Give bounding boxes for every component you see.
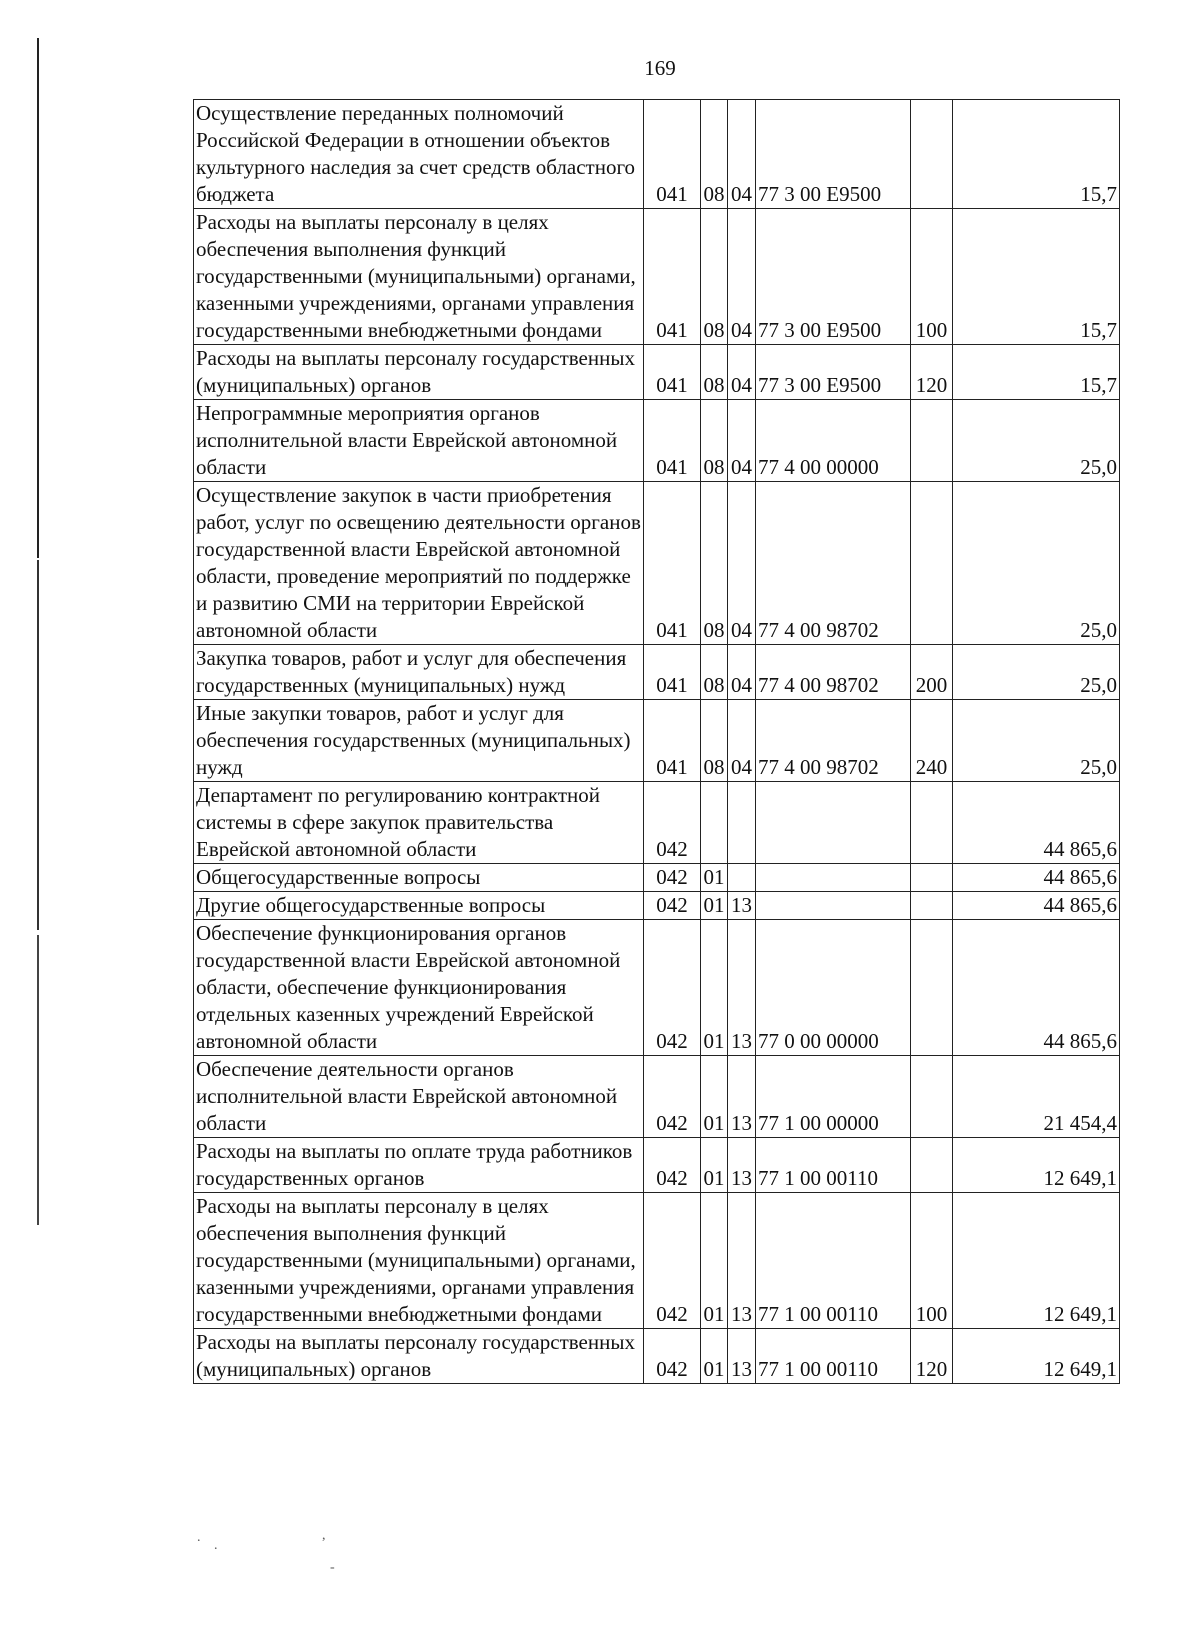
row-name: Обеспечение функционирования органов государственной власти Еврейской автономной области, обеспечение функционирования отдельных казенных учреждений Еврейской автономной области [194, 920, 644, 1056]
target-article-code: 77 1 00 00110 [756, 1193, 911, 1329]
subsection-code: 04 [728, 209, 756, 345]
amount: 12 649,1 [953, 1193, 1120, 1329]
ministry-code: 042 [644, 892, 701, 920]
target-article-code: 77 3 00 Е9500 [756, 100, 911, 209]
table-row [194, 1138, 1120, 1193]
scan-speck: , [322, 1528, 326, 1543]
ministry-code: 042 [644, 1138, 701, 1193]
subsection-code [728, 782, 756, 864]
amount: 44 865,6 [953, 892, 1120, 920]
table-row [194, 782, 1120, 864]
scan-speck: - [330, 1560, 335, 1575]
ministry-code: 042 [644, 1329, 701, 1384]
subsection-code: 13 [728, 892, 756, 920]
expense-type-code [911, 482, 953, 645]
section-code: 01 [701, 1193, 728, 1329]
budget-table-body [194, 100, 1120, 1384]
subsection-code: 13 [728, 1056, 756, 1138]
row-name: Департамент по регулированию контрактной системы в сфере закупок правительства Еврейской автономной области [194, 782, 644, 864]
subsection-code: 13 [728, 1138, 756, 1193]
expense-type-code [911, 892, 953, 920]
subsection-code: 13 [728, 920, 756, 1056]
row-name: Осуществление переданных полномочий Российской Федерации в отношении объектов культурного наследия за счет средств областного бюджета [194, 100, 644, 209]
ministry-code: 041 [644, 100, 701, 209]
budget-table [193, 99, 1120, 1384]
scan-speck: . [197, 1530, 201, 1545]
target-article-code: 77 1 00 00000 [756, 1056, 911, 1138]
table-row [194, 1056, 1120, 1138]
row-name: Закупка товаров, работ и услуг для обеспечения государственных (муниципальных) нужд [194, 645, 644, 700]
subsection-code: 04 [728, 645, 756, 700]
table-row [194, 920, 1120, 1056]
scan-margin-line [37, 38, 39, 558]
ministry-code: 042 [644, 782, 701, 864]
section-code: 08 [701, 209, 728, 345]
row-name: Расходы на выплаты персоналу государственных (муниципальных) органов [194, 1329, 644, 1384]
target-article-code: 77 1 00 00110 [756, 1329, 911, 1384]
target-article-code: 77 4 00 98702 [756, 482, 911, 645]
expense-type-code [911, 782, 953, 864]
amount: 44 865,6 [953, 782, 1120, 864]
ministry-code: 041 [644, 645, 701, 700]
ministry-code: 041 [644, 345, 701, 400]
scan-speck: . [214, 1538, 218, 1553]
table-row [194, 892, 1120, 920]
table-row [194, 1193, 1120, 1329]
section-code: 08 [701, 100, 728, 209]
row-name: Обеспечение деятельности органов исполнительной власти Еврейской автономной области [194, 1056, 644, 1138]
row-name: Расходы на выплаты по оплате труда работников государственных органов [194, 1138, 644, 1193]
row-name: Общегосударственные вопросы [194, 864, 644, 892]
table-row [194, 1329, 1120, 1384]
section-code: 08 [701, 400, 728, 482]
section-code: 01 [701, 1138, 728, 1193]
subsection-code: 04 [728, 400, 756, 482]
target-article-code: 77 0 00 00000 [756, 920, 911, 1056]
subsection-code: 13 [728, 1193, 756, 1329]
subsection-code: 04 [728, 345, 756, 400]
table-row [194, 100, 1120, 209]
row-name: Расходы на выплаты персоналу государственных (муниципальных) органов [194, 345, 644, 400]
ministry-code: 042 [644, 864, 701, 892]
section-code: 01 [701, 920, 728, 1056]
table-row [194, 400, 1120, 482]
section-code: 01 [701, 1329, 728, 1384]
section-code: 08 [701, 482, 728, 645]
expense-type-code: 100 [911, 209, 953, 345]
expense-type-code [911, 1056, 953, 1138]
amount: 12 649,1 [953, 1329, 1120, 1384]
ministry-code: 041 [644, 209, 701, 345]
target-article-code [756, 864, 911, 892]
ministry-code: 042 [644, 920, 701, 1056]
ministry-code: 042 [644, 1193, 701, 1329]
expense-type-code [911, 864, 953, 892]
table-row [194, 345, 1120, 400]
section-code: 08 [701, 645, 728, 700]
expense-type-code: 120 [911, 1329, 953, 1384]
section-code: 01 [701, 1056, 728, 1138]
amount: 21 454,4 [953, 1056, 1120, 1138]
target-article-code: 77 3 00 Е9500 [756, 209, 911, 345]
target-article-code: 77 3 00 Е9500 [756, 345, 911, 400]
section-code: 08 [701, 700, 728, 782]
target-article-code: 77 4 00 98702 [756, 645, 911, 700]
page-number: 169 [644, 56, 676, 80]
expense-type-code [911, 920, 953, 1056]
table-row [194, 645, 1120, 700]
amount: 12 649,1 [953, 1138, 1120, 1193]
ministry-code: 041 [644, 400, 701, 482]
amount: 25,0 [953, 482, 1120, 645]
row-name: Осуществление закупок в части приобретения работ, услуг по освещению деятельности органов государственной власти Еврейской автономной области, проведение мероприятий по поддержке и развитию СМИ на территории Еврейской автономной области [194, 482, 644, 645]
subsection-code: 04 [728, 700, 756, 782]
expense-type-code: 240 [911, 700, 953, 782]
ministry-code: 041 [644, 482, 701, 645]
amount: 15,7 [953, 100, 1120, 209]
ministry-code: 041 [644, 700, 701, 782]
subsection-code: 04 [728, 482, 756, 645]
target-article-code [756, 782, 911, 864]
amount: 44 865,6 [953, 864, 1120, 892]
amount: 15,7 [953, 345, 1120, 400]
amount: 15,7 [953, 209, 1120, 345]
scan-margin-line [37, 560, 39, 930]
expense-type-code [911, 1138, 953, 1193]
row-name: Расходы на выплаты персоналу в целях обеспечения выполнения функций государственными (муниципальными) органами, казенными учреждениями, органами управления государственными внебюджетными фондами [194, 1193, 644, 1329]
table-row [194, 482, 1120, 645]
target-article-code [756, 892, 911, 920]
section-code: 01 [701, 892, 728, 920]
target-article-code: 77 4 00 98702 [756, 700, 911, 782]
row-name: Непрограммные мероприятия органов исполнительной власти Еврейской автономной области [194, 400, 644, 482]
subsection-code: 04 [728, 100, 756, 209]
amount: 25,0 [953, 700, 1120, 782]
row-name: Расходы на выплаты персоналу в целях обеспечения выполнения функций государственными (муниципальными) органами, казенными учреждениями, органами управления государственными внебюджетными фондами [194, 209, 644, 345]
amount: 25,0 [953, 645, 1120, 700]
target-article-code: 77 1 00 00110 [756, 1138, 911, 1193]
row-name: Другие общегосударственные вопросы [194, 892, 644, 920]
scan-margin-line [37, 935, 39, 1225]
expense-type-code [911, 400, 953, 482]
expense-type-code: 120 [911, 345, 953, 400]
amount: 25,0 [953, 400, 1120, 482]
expense-type-code [911, 100, 953, 209]
table-row [194, 864, 1120, 892]
target-article-code: 77 4 00 00000 [756, 400, 911, 482]
ministry-code: 042 [644, 1056, 701, 1138]
expense-type-code: 100 [911, 1193, 953, 1329]
table-row [194, 700, 1120, 782]
table-row [194, 209, 1120, 345]
subsection-code [728, 864, 756, 892]
section-code [701, 782, 728, 864]
subsection-code: 13 [728, 1329, 756, 1384]
section-code: 08 [701, 345, 728, 400]
row-name: Иные закупки товаров, работ и услуг для обеспечения государственных (муниципальных) нужд [194, 700, 644, 782]
amount: 44 865,6 [953, 920, 1120, 1056]
section-code: 01 [701, 864, 728, 892]
expense-type-code: 200 [911, 645, 953, 700]
